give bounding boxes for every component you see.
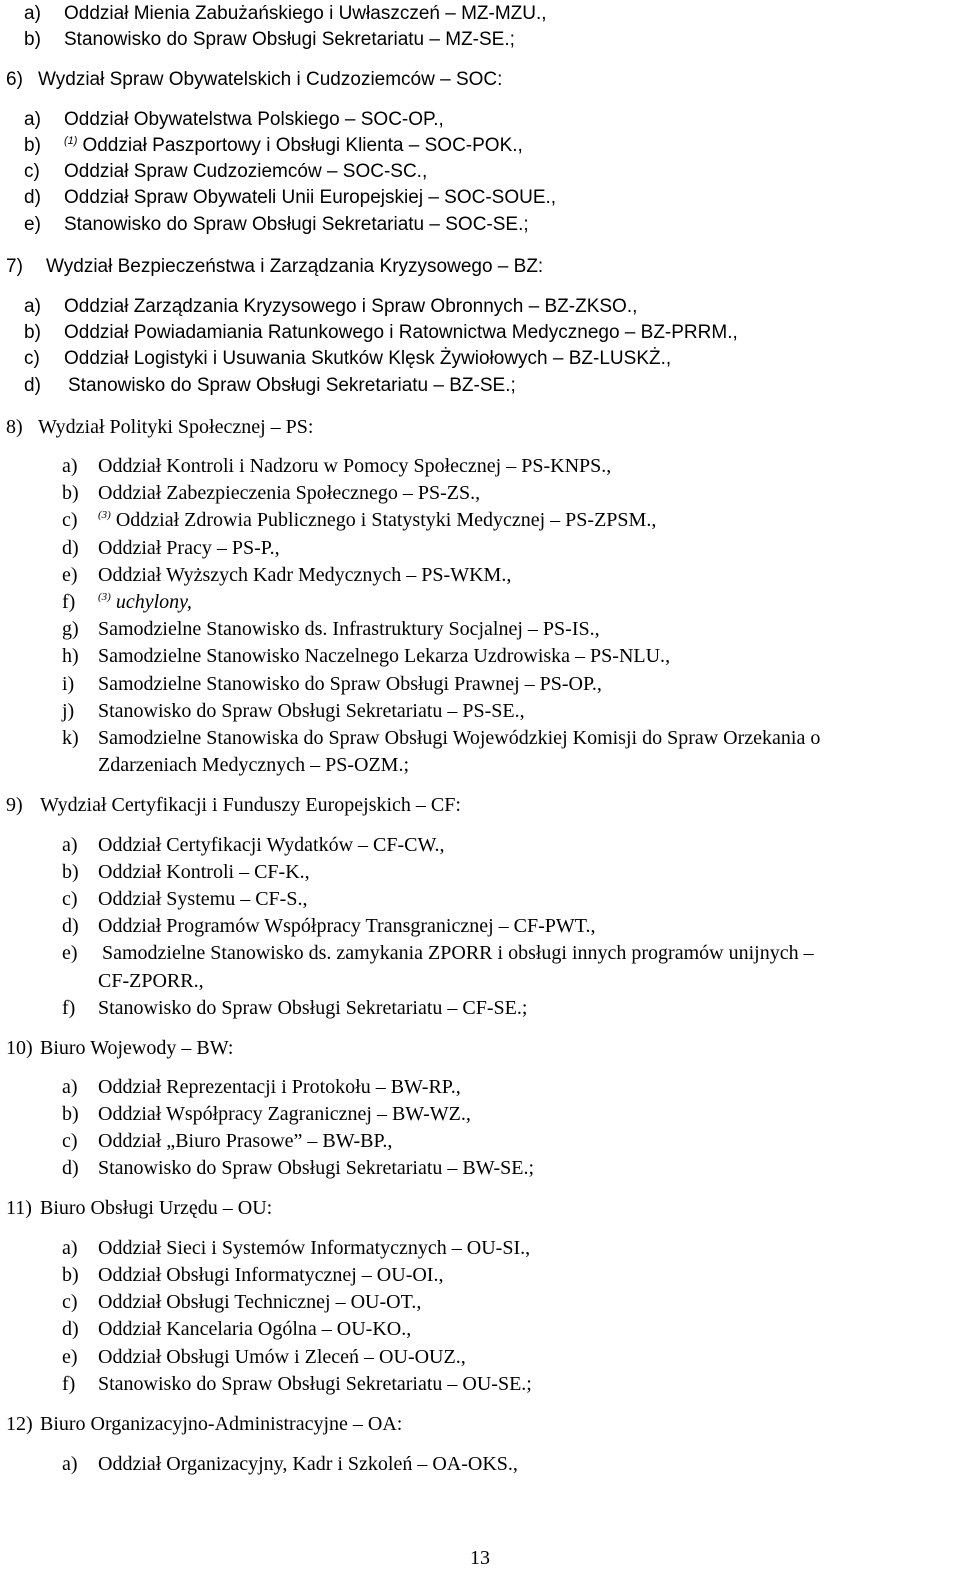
item-label: c) bbox=[62, 888, 78, 910]
item-text: uchylony, bbox=[115, 591, 192, 613]
item-label: a) bbox=[24, 296, 41, 317]
item-text: Stanowisko do Spraw Obsługi Sekretariatu – BW-SE. bbox=[98, 1157, 529, 1179]
item-label: a) bbox=[62, 834, 78, 856]
item-text: Stanowisko do Spraw Obsługi Sekretariatu – MZ-SE. bbox=[64, 29, 510, 50]
list-item-continuation: Zdarzeniach Medycznych – PS-OZM.; bbox=[98, 754, 410, 776]
item-text: Samodzielne Stanowisko do Spraw Obsługi Prawnej – PS-OP. bbox=[98, 673, 597, 695]
item-text: Oddział Obsługi Technicznej – OU-OT. bbox=[98, 1291, 417, 1313]
item-label: d) bbox=[62, 537, 79, 559]
list-item: d) Oddział Spraw Obywateli Unii Europejskiej – SOC-SOUE., bbox=[24, 185, 556, 211]
list-item: a) Oddział Obywatelstwa Polskiego – SOC-OP., bbox=[24, 107, 444, 133]
item-label: j) bbox=[62, 700, 75, 722]
section-title: Wydział Certyfikacji i Funduszy Europejskich – CF: bbox=[40, 794, 461, 816]
item-label: a) bbox=[24, 3, 41, 24]
item-text: Samodzielne Stanowisko Naczelnego Lekarza Uzdrowiska – PS-NLU. bbox=[98, 645, 666, 667]
section-number: 12) bbox=[6, 1413, 33, 1435]
item-text: Samodzielne Stanowisko ds. Infrastruktury Socjalnej – PS-IS. bbox=[98, 618, 595, 640]
section-heading bbox=[6, 414, 313, 440]
item-text: Stanowisko do Spraw Obsługi Sekretariatu – BZ-SE. bbox=[68, 375, 511, 396]
item-text: Oddział Sieci i Systemów Informatycznych – OU-SI. bbox=[98, 1237, 526, 1259]
section-title: Biuro Wojewody – BW: bbox=[40, 1037, 234, 1059]
list-item: a) Oddział Sieci i Systemów Informatycznych – OU-SI., bbox=[62, 1237, 531, 1259]
section-heading bbox=[6, 1411, 402, 1437]
section-title: Biuro Obsługi Urzędu – OU: bbox=[40, 1197, 273, 1219]
item-text: Zdarzeniach Medycznych – PS-OZM. bbox=[98, 754, 404, 776]
list-item: b) Stanowisko do Spraw Obsługi Sekretariatu – MZ-SE.; bbox=[24, 27, 515, 53]
list-item: b) Oddział Zabezpieczenia Społecznego – PS-ZS., bbox=[62, 482, 481, 504]
item-text: Oddział Kancelaria Ogólna – OU-KO. bbox=[98, 1318, 407, 1340]
list-item: c) Oddział Systemu – CF-S., bbox=[62, 888, 308, 910]
section-number: 6) bbox=[6, 69, 23, 90]
item-text: Oddział Zabezpieczenia Społecznego – PS-ZS. bbox=[98, 482, 476, 504]
item-label: d) bbox=[24, 187, 41, 208]
item-label: b) bbox=[62, 861, 79, 883]
section-number: 7) bbox=[6, 256, 23, 277]
section-number: 8) bbox=[6, 416, 23, 438]
footnote-marker: (3) bbox=[98, 509, 111, 522]
list-item bbox=[62, 589, 192, 615]
item-label: c) bbox=[24, 161, 40, 182]
item-text: Oddział Powiadamiania Ratunkowego i Ratownictwa Medycznego – BZ-PRRM. bbox=[64, 322, 733, 343]
list-item: a) Oddział Certyfikacji Wydatków – CF-CW., bbox=[62, 834, 445, 856]
item-label: e) bbox=[24, 214, 41, 235]
item-label: e) bbox=[62, 1346, 78, 1368]
item-label: a) bbox=[62, 1453, 78, 1475]
item-label: b) bbox=[62, 1264, 79, 1286]
item-text: Oddział Reprezentacji i Protokołu – BW-RP. bbox=[98, 1076, 456, 1098]
item-text: Oddział Wyższych Kadr Medycznych – PS-WKM. bbox=[98, 564, 507, 586]
list-item: f) Stanowisko do Spraw Obsługi Sekretariatu – CF-SE.; bbox=[62, 997, 528, 1019]
item-text: Samodzielne Stanowisko ds. zamykania ZPORR i obsługi innych programów unijnych – bbox=[102, 942, 814, 964]
item-text: Stanowisko do Spraw Obsługi Sekretariatu – PS-SE. bbox=[98, 700, 520, 722]
item-text: Oddział Logistyki i Usuwania Skutków Klęsk Żywiołowych – BZ-LUSKŻ. bbox=[64, 348, 666, 369]
list-item: c) Oddział Logistyki i Usuwania Skutków Klęsk Żywiołowych – BZ-LUSKŻ., bbox=[24, 346, 671, 372]
item-label: f) bbox=[62, 1373, 76, 1395]
item-text: CF-ZPORR. bbox=[98, 970, 199, 992]
list-item: a) Oddział Zarządzania Kryzysowego i Spraw Obronnych – BZ-ZKSO., bbox=[24, 294, 637, 320]
item-text: Oddział Mienia Zabużańskiego i Uwłaszczeń – MZ-MZU. bbox=[64, 3, 542, 24]
list-item: a) Oddział Reprezentacji i Protokołu – BW-RP., bbox=[62, 1076, 461, 1098]
list-item: c) Oddział Obsługi Technicznej – OU-OT., bbox=[62, 1291, 422, 1313]
section-heading bbox=[6, 792, 461, 818]
item-text: Oddział Programów Współpracy Transgranicznej – CF-PWT. bbox=[98, 915, 591, 937]
section-heading bbox=[6, 1195, 272, 1221]
item-label: d) bbox=[24, 375, 41, 396]
item-text: Stanowisko do Spraw Obsługi Sekretariatu – OU-SE. bbox=[98, 1373, 527, 1395]
item-text: Oddział Systemu – CF-S. bbox=[98, 888, 303, 910]
item-label: a) bbox=[62, 455, 78, 477]
list-item: b) Oddział Obsługi Informatycznej – OU-OI., bbox=[62, 1264, 444, 1286]
item-label: h) bbox=[62, 645, 79, 667]
page-number: 13 bbox=[470, 1547, 490, 1569]
list-item: h) Samodzielne Stanowisko Naczelnego Lekarza Uzdrowiska – PS-NLU., bbox=[62, 645, 671, 667]
section-title: Wydział Polityki Społecznej – PS: bbox=[38, 416, 314, 438]
list-item bbox=[62, 940, 814, 966]
list-item: d) Stanowisko do Spraw Obsługi Sekretariatu – BW-SE.; bbox=[62, 1157, 535, 1179]
item-label: e) bbox=[62, 564, 78, 586]
section-number: 11) bbox=[6, 1197, 32, 1219]
list-item: c) Oddział „Biuro Prasowe” – BW-BP., bbox=[62, 1130, 393, 1152]
item-label: b) bbox=[62, 1103, 79, 1125]
item-label: g) bbox=[62, 618, 79, 640]
item-text: Oddział „Biuro Prasowe” – BW-BP. bbox=[98, 1130, 388, 1152]
list-item: e) Stanowisko do Spraw Obsługi Sekretariatu – SOC-SE.; bbox=[24, 212, 529, 238]
item-label: d) bbox=[62, 1157, 79, 1179]
section-number: 9) bbox=[6, 794, 23, 816]
footnote-marker: (3) bbox=[98, 591, 111, 604]
item-text: Samodzielne Stanowiska do Spraw Obsługi Wojewódzkiej Komisji do Spraw Orzekania o bbox=[98, 727, 821, 749]
item-text: Oddział Obywatelstwa Polskiego – SOC-OP. bbox=[64, 109, 439, 130]
item-label: c) bbox=[62, 509, 78, 531]
section-title: Wydział Bezpieczeństwa i Zarządzania Kryzysowego – BZ: bbox=[46, 256, 544, 277]
item-text: Oddział Spraw Cudzoziemców – SOC-SC. bbox=[64, 161, 422, 182]
list-item: a) Oddział Mienia Zabużańskiego i Uwłaszczeń – MZ-MZU., bbox=[24, 1, 547, 27]
list-item: d) Oddział Kancelaria Ogólna – OU-KO., bbox=[62, 1318, 412, 1340]
item-label: d) bbox=[62, 1318, 79, 1340]
list-item: i) Samodzielne Stanowisko do Spraw Obsługi Prawnej – PS-OP., bbox=[62, 673, 602, 695]
item-label: a) bbox=[62, 1076, 78, 1098]
list-item: e) Oddział Wyższych Kadr Medycznych – PS-WKM., bbox=[62, 564, 512, 586]
item-text: Oddział Kontroli – CF-K. bbox=[98, 861, 305, 883]
item-label: k) bbox=[62, 727, 79, 749]
item-label: b) bbox=[24, 135, 41, 156]
item-text: Oddział Obsługi Informatycznej – OU-OI. bbox=[98, 1264, 439, 1286]
item-text: Stanowisko do Spraw Obsługi Sekretariatu – CF-SE. bbox=[98, 997, 522, 1019]
list-item: c) Oddział Spraw Cudzoziemców – SOC-SC., bbox=[24, 159, 427, 185]
item-text: Oddział Spraw Obywateli Unii Europejskiej – SOC-SOUE. bbox=[64, 187, 551, 208]
item-text: Oddział Zarządzania Kryzysowego i Spraw Obronnych – BZ-ZKSO. bbox=[64, 296, 633, 317]
list-item: f) Stanowisko do Spraw Obsługi Sekretariatu – OU-SE.; bbox=[62, 1373, 532, 1395]
section-heading bbox=[6, 67, 502, 93]
item-text: Oddział Paszportowy i Obsługi Klienta – SOC-POK. bbox=[82, 135, 518, 156]
item-text: Oddział Pracy – PS-P. bbox=[98, 537, 275, 559]
list-item: c) $^{(3)}$ Oddział Zdrowia Publicznego i Statystyki Medycznej – PS-ZPSM., bbox=[62, 509, 657, 531]
list-item: a) Oddział Organizacyjny, Kadr i Szkoleń – OA-OKS., bbox=[62, 1453, 518, 1475]
item-text: Oddział Współpracy Zagranicznej – BW-WZ. bbox=[98, 1103, 466, 1125]
list-item: b) Oddział Współpracy Zagranicznej – BW-WZ., bbox=[62, 1103, 471, 1125]
section-heading bbox=[6, 254, 543, 280]
list-item: g) Samodzielne Stanowisko ds. Infrastruktury Socjalnej – PS-IS., bbox=[62, 618, 600, 640]
list-item: j) Stanowisko do Spraw Obsługi Sekretariatu – PS-SE., bbox=[62, 700, 525, 722]
item-label: c) bbox=[62, 1130, 78, 1152]
item-label: a) bbox=[24, 109, 41, 130]
item-label: f) bbox=[62, 591, 76, 613]
item-label: c) bbox=[62, 1291, 78, 1313]
list-item: a) Oddział Kontroli i Nadzoru w Pomocy Społecznej – PS-KNPS., bbox=[62, 455, 612, 477]
item-text: Oddział Obsługi Umów i Zleceń – OU-OUZ. bbox=[98, 1346, 461, 1368]
list-item: d) Oddział Programów Współpracy Transgranicznej – CF-PWT., bbox=[62, 915, 596, 937]
list-item-continuation: CF-ZPORR., bbox=[98, 970, 204, 992]
item-text: Oddział Certyfikacji Wydatków – CF-CW. bbox=[98, 834, 440, 856]
section-title: Biuro Organizacyjno-Administracyjne – OA: bbox=[40, 1413, 403, 1435]
list-item: b) Oddział Powiadamiania Ratunkowego i Ratownictwa Medycznego – BZ-PRRM., bbox=[24, 320, 738, 346]
list-item: b) Oddział Kontroli – CF-K., bbox=[62, 861, 310, 883]
footnote-marker: (1) bbox=[64, 134, 78, 147]
list-item bbox=[62, 725, 820, 751]
item-text: Oddział Kontroli i Nadzoru w Pomocy Społecznej – PS-KNPS. bbox=[98, 455, 607, 477]
item-label: d) bbox=[62, 915, 79, 937]
item-label: e) bbox=[62, 942, 78, 964]
list-item: d) Oddział Pracy – PS-P., bbox=[62, 537, 280, 559]
item-text: Oddział Zdrowia Publicznego i Statystyki Medycznej – PS-ZPSM. bbox=[115, 509, 652, 531]
item-label: f) bbox=[62, 997, 76, 1019]
list-item: e) Oddział Obsługi Umów i Zleceń – OU-OUZ., bbox=[62, 1346, 466, 1368]
section-title: Wydział Spraw Obywatelskich i Cudzoziemców – SOC: bbox=[38, 69, 503, 90]
item-text: Oddział Organizacyjny, Kadr i Szkoleń – OA-OKS. bbox=[98, 1453, 513, 1475]
section-heading bbox=[6, 1035, 233, 1061]
item-label: c) bbox=[24, 348, 40, 369]
item-label: b) bbox=[24, 29, 41, 50]
item-label: a) bbox=[62, 1237, 78, 1259]
item-label: b) bbox=[62, 482, 79, 504]
item-label: i) bbox=[62, 673, 75, 695]
item-label: b) bbox=[24, 322, 41, 343]
section-number: 10) bbox=[6, 1037, 33, 1059]
item-text: Stanowisko do Spraw Obsługi Sekretariatu – SOC-SE. bbox=[64, 214, 524, 235]
list-item: b) $^{(1)}$ Oddział Paszportowy i Obsługi Klienta – SOC-POK., bbox=[24, 133, 523, 159]
list-item: d) Stanowisko do Spraw Obsługi Sekretariatu – BZ-SE.; bbox=[24, 373, 516, 399]
